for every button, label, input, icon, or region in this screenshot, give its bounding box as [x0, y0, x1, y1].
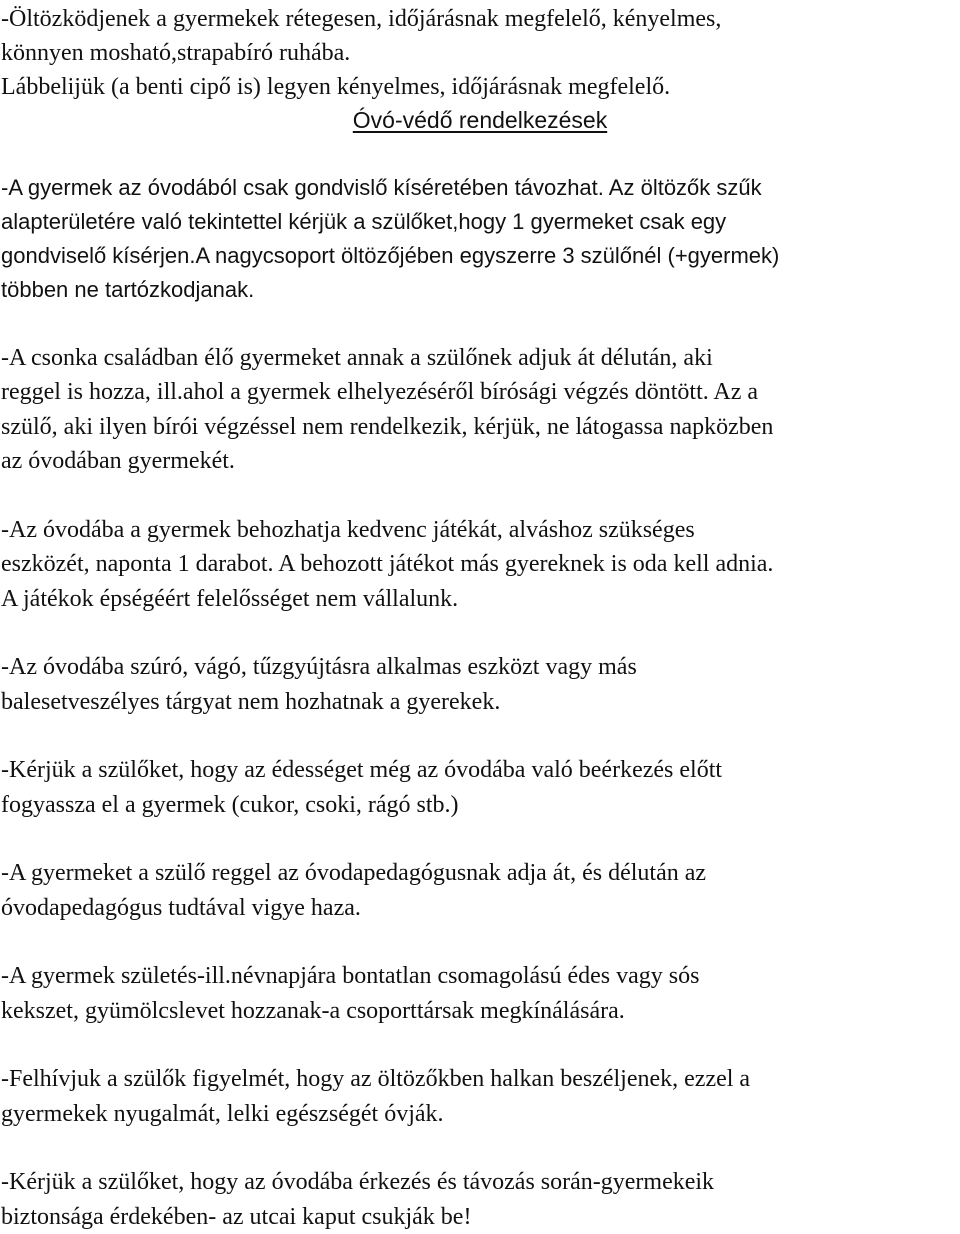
paragraph-3-line-1: -Az óvodába a gyermek behozhatja kedvenc játékát, alváshoz szükséges	[1, 517, 695, 543]
paragraph-9-line-1: -Kérjük a szülőket, hogy az óvodába érkezés és távozás során-gyermekeik	[1, 1169, 715, 1195]
paragraph-9-line-2: biztonsága érdekében- az utcai kaput csukják be!	[1, 1204, 472, 1230]
paragraph-2-line-1: -A csonka családban élő gyermeket annak a szülőnek adjuk át délután, aki	[1, 345, 713, 371]
paragraph-2-line-2: reggel is hozza, ill.ahol a gyermek elhelyezéséről bírósági végzés döntött. Az a	[1, 379, 759, 405]
intro-line-1: -Öltözködjenek a gyermekek rétegesen, időjárásnak megfelelő, kényelmes,	[1, 6, 722, 32]
paragraph-7-line-2: kekszet, gyümölcslevet hozzanak-a csoporttársak megkínálására.	[1, 998, 625, 1024]
paragraph-6-line-2: óvodapedagógus tudtával vigye haza.	[1, 895, 361, 921]
paragraph-3-line-3: A játékok épségéért felelősséget nem vállalunk.	[1, 586, 459, 612]
paragraph-8-line-1: -Felhívjuk a szülők figyelmét, hogy az öltözőkben halkan beszéljenek, ezzel a	[1, 1066, 751, 1092]
intro-line-2: könnyen mosható,strapabíró ruhába.	[1, 40, 351, 66]
section-heading: Óvó-védő rendelkezések	[352, 107, 608, 133]
intro-line-3: Lábbelijük (a benti cipő is) legyen kényelmes, időjárásnak megfelelő.	[1, 74, 671, 100]
paragraph-1-line-2: alapterületére való tekintettel kérjük a szülőket,hogy 1 gyermeket csak egy	[1, 209, 727, 234]
paragraph-1-line-4: többen ne tartózkodjanak.	[1, 277, 255, 302]
paragraph-5-line-2: fogyassza el a gyermek (cukor, csoki, rágó stb.)	[1, 792, 459, 818]
paragraph-4-line-1: -Az óvodába szúró, vágó, tűzgyújtásra alkalmas eszközt vagy más	[1, 654, 637, 680]
paragraph-1-line-1: -A gyermek az óvodából csak gondvislő kíséretében távozhat. Az öltözők szűk	[1, 175, 762, 200]
paragraph-2-line-4: az óvodában gyermekét.	[1, 448, 235, 474]
paragraph-8-line-2: gyermekek nyugalmát, lelki egészségét óvják.	[1, 1101, 444, 1127]
paragraph-2-line-3: szülő, aki ilyen bírói végzéssel nem rendelkezik, kérjük, ne látogassa napközben	[1, 414, 774, 440]
paragraph-3-line-2: eszközét, naponta 1 darabot. A behozott játékot más gyereknek is oda kell adnia.	[1, 551, 774, 577]
paragraph-4-line-2: balesetveszélyes tárgyat nem hozhatnak a gyerekek.	[1, 689, 501, 715]
paragraph-1-line-3: gondviselő kísérjen.A nagycsoport öltözőjében egyszerre 3 szülőnél (+gyermek)	[1, 243, 780, 268]
paragraph-7-line-1: -A gyermek születés-ill.névnapjára bontatlan csomagolású édes vagy sós	[1, 963, 700, 989]
paragraph-5-line-1: -Kérjük a szülőket, hogy az édességet még az óvodába való beérkezés előtt	[1, 757, 723, 783]
paragraph-6-line-1: -A gyermeket a szülő reggel az óvodapedagógusnak adja át, és délután az	[1, 860, 707, 886]
